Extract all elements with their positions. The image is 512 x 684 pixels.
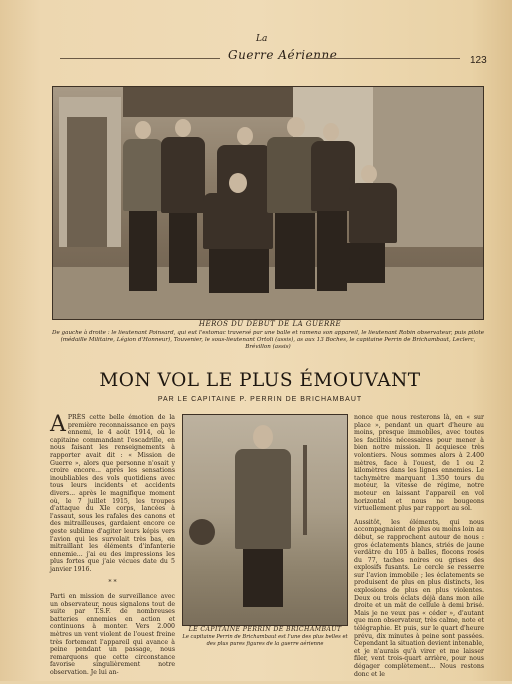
officer-1-legs (129, 211, 157, 291)
photo-doorway (67, 117, 107, 247)
portrait-photo (182, 414, 348, 626)
portrait-photo-title: LE CAPITAINE PERRIN DE BRICHAMBAUT (188, 626, 342, 633)
officer-6-head (323, 123, 339, 141)
article-byline: PAR LE CAPITAINE P. PERRIN DE BRICHAMBAUT (157, 396, 363, 403)
article-paragraph: Aussitôt, les éléments, qui nous accompagnaient de plus ou moins loin au début, se rapprochent autour de nous : gros éclatements blancs, striés de jaune verdâtre du 105 à balles, flocons rosés du 77, taches noires ou grises des explosifs fusants. Le cercle se resserre sur l'avion immobile ; les éclatements se produisent de plus en plus distincts, les explosions de plus en plus violentes. Deux ou trois éclats déjà dans mon aile droite et un mât de cellule à demi brisé. Mais je ne veux pas « céder », d'autant que mon observateur, très calme, note et télégraphie. Et puis, sur le quart d'heure prévu, dix minutes à peine sont passées. Cependant la situation devient intenable, et je n'aurais qu'à virer et me laisser filer, vent trois-quart arrière, pour nous dégager complètement... Nous restons donc et le (354, 518, 484, 678)
header-rule-right (306, 58, 460, 59)
masthead (60, 30, 460, 70)
article-column-left (50, 414, 175, 683)
captain-head (253, 425, 273, 449)
masthead-logo-small: La (256, 34, 268, 44)
article-paragraph: Parti en mission de surveillance avec un observateur, nous signalons tout de suite par T.S.F. de nombreuses batteries ennemies en action et continuons à monter. Vers 2.000 mètres un vent violent de l'ouest freine très fortement l'appareil qui avance à peine pendant un passage, nous remarquons que cette circonstance favorise singulièrement notre observation. Je lui an- (50, 593, 175, 676)
article-paragraph (50, 414, 175, 573)
officer-4-body-seated (203, 193, 273, 249)
officer-7-body-seated (349, 183, 397, 243)
group-photo (52, 86, 484, 320)
article-headline: MON VOL LE PLUS ÉMOUVANT (99, 370, 421, 391)
page-number: 123 (470, 55, 487, 66)
captain-legs (243, 549, 283, 607)
section-separator: * * (108, 579, 117, 587)
article-paragraph: nonce que nous resterons là, en « sur place », pendant un quart d'heure au moins, presque immobiles, avec toutes les facilités nécessaires pour mener à bien notre mission. Il acquiesce très volontiers. Nous sommes alors à 2.400 mètres, face à l'ouest, de 1 ou 2 kilomètres dans les lignes ennemies. Le tachymètre marquant 1.350 tours du moteur, la vitesse de régime, notre moteur en laissant l'appareil en vol horizontal et nous ne bougeons virtuellement plus par rapport au sol. (354, 414, 484, 513)
drop-cap: A (50, 412, 66, 437)
photo-aircraft-strut (303, 445, 307, 535)
photo-aircraft-wheel (189, 519, 215, 545)
group-photo-title: HÉROS DU DÉBUT DE LA GUERRE (198, 320, 342, 328)
header-rule-left (60, 58, 220, 59)
officer-7-legs (343, 243, 385, 283)
article-column-right (354, 414, 484, 684)
officer-1-body (123, 139, 163, 211)
masthead-logo: Guerre Aérienne (228, 48, 338, 62)
group-photo-caption: De gauche à droite : le lieutenant Poinsard, qui eut l'estomac traversé par une balle et ramena son appareil, le lieutenant Robin observateur, puis pilote (médaille Militaire, Légion d'Honneur), Touvenier, le sous-lieutenant Ortoli (assis), as aux 13 Boches, le capitaine Perrin de Brichambaut, Leclerc, Brévillon (assis) (51, 330, 485, 350)
photo-building-middle (123, 87, 293, 117)
officer-2-legs (169, 213, 197, 283)
officer-1-head (135, 121, 151, 139)
officer-7-head (361, 165, 377, 183)
captain-coat (235, 449, 291, 549)
officer-2-body (161, 137, 205, 213)
officer-2-head (175, 119, 191, 137)
officer-3-head (237, 127, 253, 145)
officer-4-head (229, 173, 247, 193)
article-paragraph-text: PRÈS cette belle émotion de la première reconnaissance en pays ennemi, le 4 août 1914, où le capitaine commandant l'escadrille, en nous faisant les renseignements à rapporter avait dit : « Mission de Guerre », alors que personne n'osait y croire encore... après les sensations inoubliables des vols quotidiens avec tous leurs incidents et accidents divers... après le magnifique moment où, le 7 juillet 1915, les troupes d'attaque du XIe corps, lancées à l'assaut, sous les rafales des canons et des mitrailleuses, gardaient encore ce geste sublime d'agiter leurs képis vers l'avion qui les survolait très bas, en mitraillant les éléments d'infanterie ennemie... j'ai eu des impressions les plus fortes que j'aie vécues date du 5 janvier 1916. (50, 414, 175, 573)
officer-5-head (287, 117, 305, 137)
portrait-photo-caption: Le capitaine Perrin de Brichambaut est l'une des plus belles et des plus pures figures de la guerre aérienne (182, 634, 348, 647)
officer-4-legs (209, 249, 269, 293)
officer-5-legs (275, 213, 315, 289)
